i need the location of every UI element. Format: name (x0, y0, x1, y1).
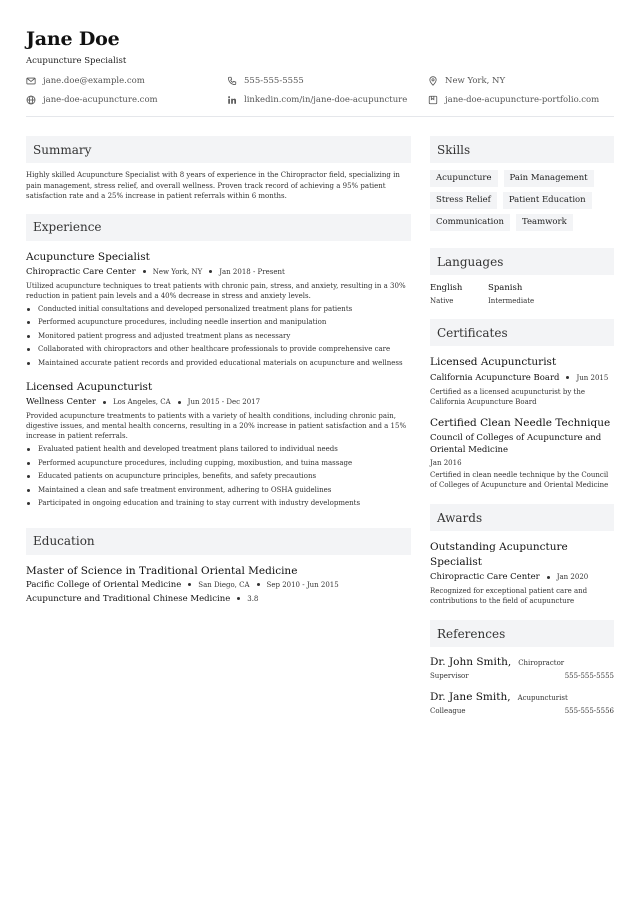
reference-top (430, 656, 614, 668)
certificate-title: Certified Clean Needle Technique (430, 416, 611, 429)
languages-list (430, 283, 614, 305)
left-column (26, 136, 411, 715)
contact-phone[interactable] (227, 74, 428, 87)
award-org: Chiropractic Care Center (430, 572, 540, 582)
job-bullets (26, 443, 411, 511)
bullet-item: Maintained a clean and safe treatment environment, adhering to OSHA guidelines (26, 484, 411, 498)
experience-item (26, 381, 411, 511)
certificate-description: Certified in clean needle technique by the Council of Colleges of Acupuncture and Oriental Medicine (430, 471, 609, 489)
language-level: Intermediate (488, 297, 535, 305)
mail-icon (26, 76, 36, 86)
separator-dot (237, 597, 240, 600)
contact-email[interactable] (26, 74, 227, 87)
job-org: Wellness Center (26, 397, 96, 407)
reference-item (430, 691, 614, 715)
separator-dot (188, 583, 191, 586)
separator-dot (566, 376, 569, 379)
job-bullets (26, 303, 411, 371)
location-pin-icon (428, 76, 438, 86)
bullet-item: Performed acupuncture procedures, including needle insertion and manipulation (26, 316, 411, 330)
job-dates: Jan 2018 - Present (219, 267, 285, 276)
awards-heading: Awards (430, 504, 614, 531)
email-text: jane.doe@example.com (43, 75, 145, 86)
separator-dot (257, 583, 260, 586)
reference-phone[interactable]: 555-555-5556 (564, 707, 614, 715)
reference-name: Dr. John Smith, (430, 656, 512, 668)
certificate-date: Jan 2016 (430, 459, 462, 467)
certificate-description: Certified as a licensed acupuncturist by the California Acupuncture Board (430, 387, 585, 406)
reference-top (430, 691, 614, 703)
award-meta (430, 571, 614, 583)
job-meta (26, 397, 411, 407)
job-description: Utilized acupuncture techniques to treat patients with chronic pain, stress, and anxiety, resulting in a 30% reduction in patient pain levels and a 40% decrease in stress and anxiety levels. (26, 281, 406, 300)
portfolio-icon (428, 95, 438, 105)
job-location: New York, NY (152, 267, 203, 276)
skill-chip: Acupuncture (430, 170, 498, 187)
skill-chip: Communication (430, 214, 510, 231)
certificate-item (430, 416, 614, 491)
bullet-item: Participated in ongoing education and training to stay current with industry developments (26, 497, 411, 511)
bullet-item: Maintained accurate patient records and provided educational materials on acupuncture and wellness (26, 357, 411, 371)
certificate-issuer: California Acupuncture Board (430, 372, 560, 383)
award-title: Outstanding Acupuncture Specialist (430, 541, 568, 568)
job-location: Los Angeles, CA (112, 398, 171, 406)
language-item (430, 283, 488, 305)
candidate-title: Acupuncture Specialist (26, 56, 127, 66)
separator-dot (547, 576, 550, 579)
body-columns (26, 136, 614, 715)
references-heading: References (430, 620, 614, 647)
reference-role: Acupuncturist (517, 694, 568, 702)
job-description: Provided acupuncture treatments to patients with a variety of health conditions, including chronic pain, digestive issues, and mental health concerns, resulting in a 20% increase in patient satisfaction and a 15% increase in patient referrals. (26, 412, 407, 440)
contact-website[interactable] (26, 93, 227, 106)
linkedin-text: linkedin.com/in/jane-doe-acupuncture (244, 94, 408, 105)
header-divider (26, 116, 614, 117)
education-meta (26, 580, 411, 590)
linkedin-icon (227, 95, 237, 105)
skill-chip: Patient Education (503, 192, 592, 209)
skills-list (430, 170, 614, 231)
reference-phone[interactable]: 555-555-5555 (564, 672, 614, 680)
reference-name: Dr. Jane Smith, (430, 691, 511, 703)
location-text: New York, NY (445, 75, 506, 86)
skill-chip: Pain Management (504, 170, 594, 187)
certificate-title: Licensed Acupuncturist (430, 356, 557, 368)
separator-dot (143, 270, 146, 273)
skills-heading: Skills (430, 136, 614, 163)
bullet-item: Evaluated patient health and developed treatment plans tailored to individual needs (26, 443, 411, 457)
certificate-date: Jun 2015 (576, 373, 609, 382)
job-dates: Jun 2015 - Dec 2017 (187, 398, 261, 406)
job-title: Acupuncture Specialist (26, 250, 150, 263)
certificate-item (430, 355, 614, 407)
language-name: English (430, 283, 463, 293)
separator-dot (209, 270, 212, 273)
job-title: Licensed Acupuncturist (26, 381, 153, 393)
gpa: 3.8 (247, 594, 259, 603)
certificate-issuer: Council of Colleges of Acupuncture and Oriental Medicine (430, 433, 602, 455)
school-name: Pacific College of Oriental Medicine (26, 579, 182, 590)
contact-location (428, 74, 614, 87)
language-name: Spanish (488, 283, 523, 293)
reference-relation: Colleague (430, 707, 466, 715)
certificate-meta (430, 432, 614, 456)
bullet-item: Performed acupuncture procedures, including cupping, moxibustion, and tuina massage (26, 457, 411, 471)
portfolio-text: jane-doe-acupuncture-portfolio.com (445, 94, 600, 105)
language-item (488, 283, 546, 305)
contact-portfolio[interactable] (428, 93, 614, 106)
skill-chip: Stress Relief (430, 192, 497, 209)
bullet-item: Collaborated with chiropractors and other healthcare professionals to provide comprehensive care (26, 343, 411, 357)
education-heading: Education (26, 528, 411, 555)
reference-role: Chiropractor (518, 659, 565, 667)
experience-heading: Experience (26, 214, 411, 241)
bullet-item: Educated patients on acupuncture principles, benefits, and safety precautions (26, 470, 411, 484)
candidate-name: Jane Doe (26, 28, 120, 50)
contact-linkedin[interactable] (227, 93, 428, 106)
phone-icon (227, 76, 237, 86)
study-field: Acupuncture and Traditional Chinese Medicine (26, 593, 231, 604)
website-text: jane-doe-acupuncture.com (43, 94, 158, 105)
skill-chip: Teamwork (516, 214, 573, 231)
award-date: Jan 2020 (556, 573, 589, 581)
reference-relation: Supervisor (430, 672, 469, 680)
award-description: Recognized for exceptional patient care and contributions to the field of acupuncture (430, 587, 588, 605)
education-field-line (26, 594, 411, 604)
reference-item (430, 656, 614, 680)
summary-heading: Summary (26, 136, 411, 163)
education-dates: Sep 2010 - Jun 2015 (266, 580, 339, 589)
award-item (430, 540, 614, 606)
contact-info (26, 74, 614, 106)
certificates-heading: Certificates (430, 319, 614, 346)
language-level: Native (430, 297, 454, 305)
certificate-meta (430, 372, 614, 384)
reference-bottom (430, 707, 614, 715)
right-column (430, 136, 614, 715)
phone-text: 555-555-5555 (244, 75, 304, 86)
experience-item (26, 251, 411, 371)
bullet-item: Monitored patient progress and adjusted treatment plans as necessary (26, 330, 411, 344)
job-org: Chiropractic Care Center (26, 266, 136, 277)
job-meta (26, 267, 411, 277)
separator-dot (103, 401, 106, 404)
globe-icon (26, 95, 36, 105)
summary-text: Highly skilled Acupuncture Specialist with 8 years of experience in the Chiropractor field, specializing in pain management, stress relief, and overall wellness. Proven track record of achieving a 95% patient satisfaction rate and a 25% increase in patient referrals within 6 months. (26, 171, 400, 200)
education-item (26, 565, 411, 604)
school-location: San Diego, CA (198, 580, 250, 589)
bullet-item: Conducted initial consultations and developed personalized treatment plans for patients (26, 303, 411, 317)
reference-bottom (430, 672, 614, 680)
separator-dot (178, 401, 181, 404)
languages-heading: Languages (430, 248, 614, 275)
degree-title: Master of Science in Traditional Oriental Medicine (26, 564, 298, 577)
